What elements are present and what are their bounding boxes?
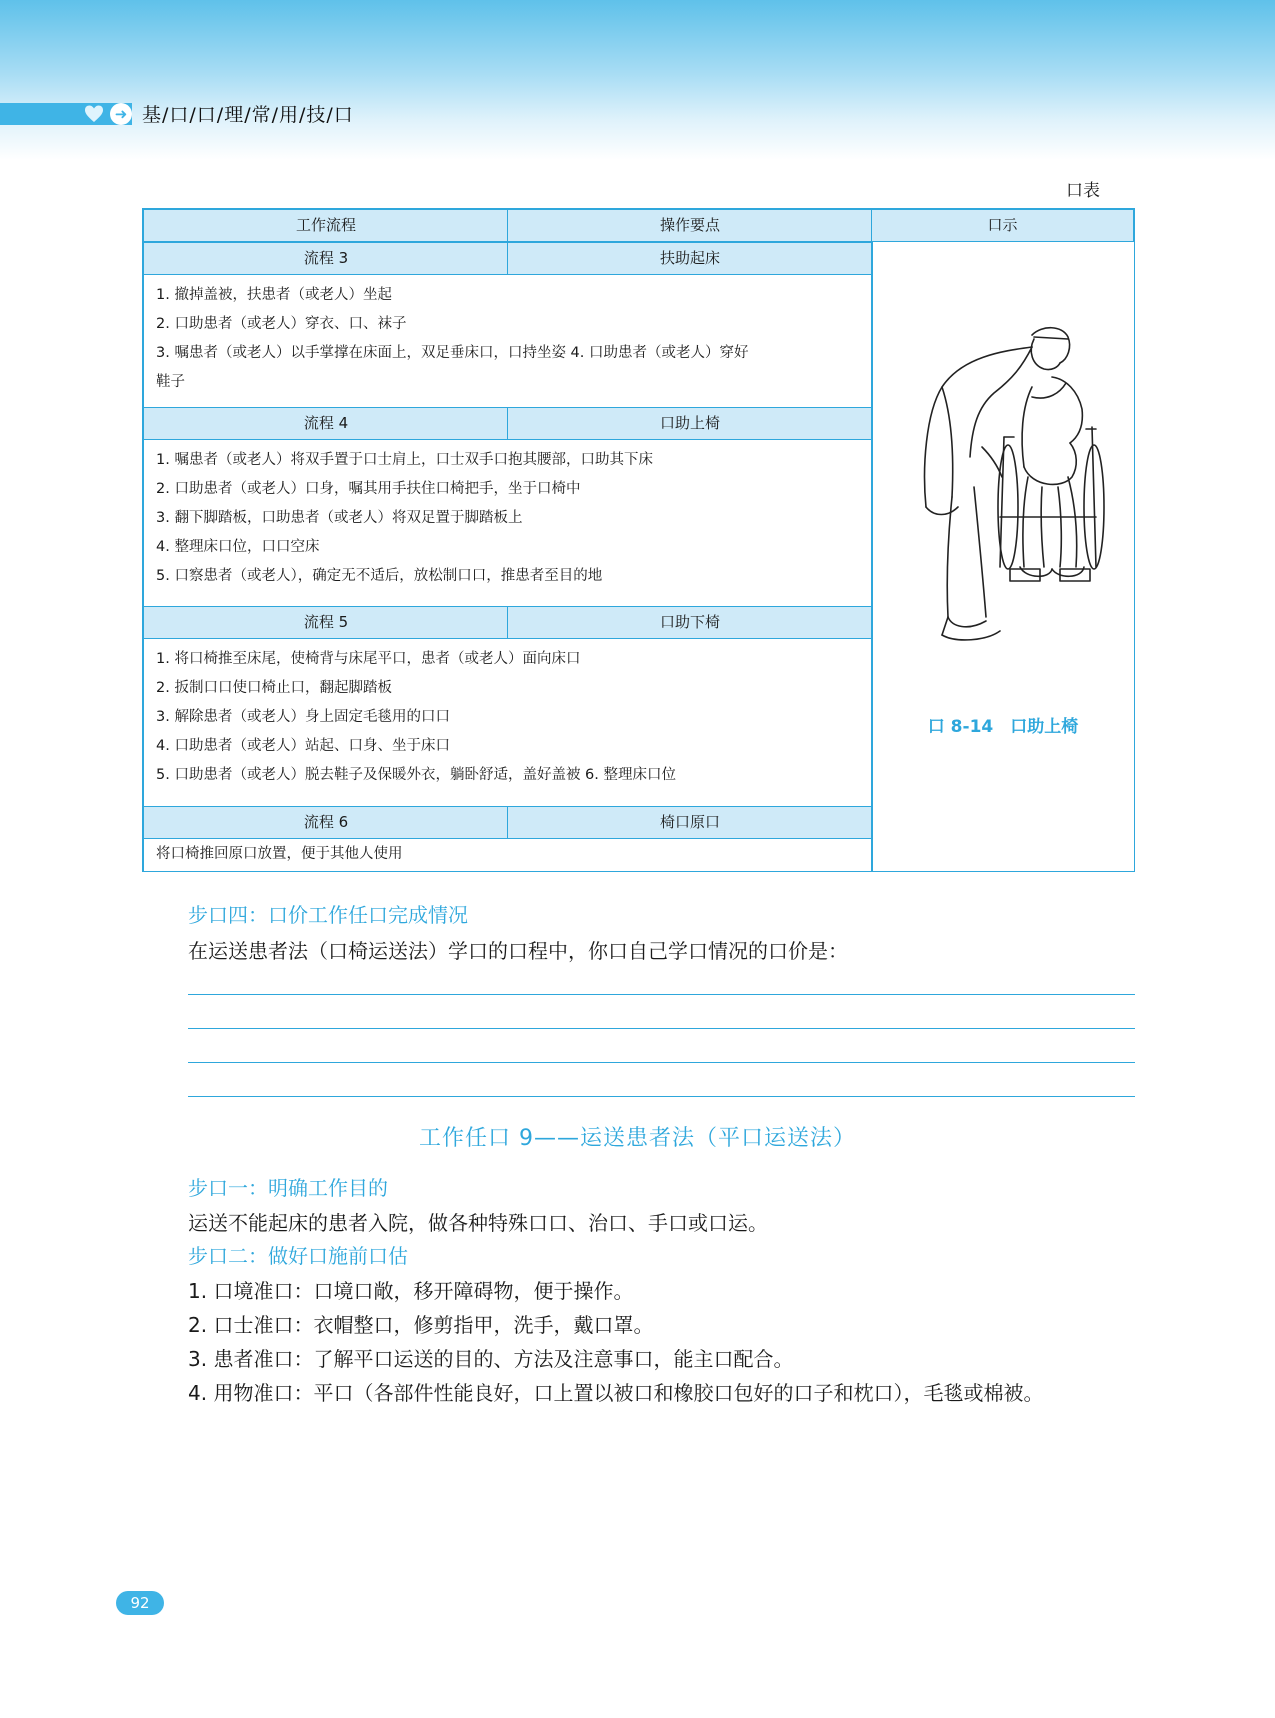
section-label: 流程 3: [143, 242, 509, 275]
step2-title: 步口二：做好口施前口估: [188, 1244, 408, 1268]
task-title: 工作任口 9——运送患者法（平口运送法）: [419, 1126, 856, 1151]
wheelchair-transfer-illustration: [882, 317, 1122, 677]
illustration-cell: [871, 242, 1134, 871]
column-header-workflow: 工作流程: [143, 209, 509, 242]
figure-caption: 口 8-14 口助上椅: [927, 717, 1079, 737]
section-label: 流程 6: [143, 806, 509, 839]
procedure-table: [142, 208, 1135, 872]
list-item: 1. 嘱患者（或老人）将双手置于口士肩上，口士双手口抱其腰部，口助其下床: [156, 452, 653, 468]
list-item: 1. 撤掉盖被，扶患者（或老人）坐起: [156, 287, 392, 303]
section-title: 椅口原口: [507, 806, 873, 839]
section-body: [143, 639, 873, 806]
section-label: 流程 5: [143, 606, 509, 639]
list-item: 3. 患者准口：了解平口运送的目的、方法及注意事口，能主口配合。: [188, 1347, 794, 1371]
answer-line: [188, 994, 1135, 995]
step1-title: 步口一：明确工作目的: [188, 1176, 388, 1200]
list-item: 3. 嘱患者（或老人）以手掌撑在床面上，双足垂床口，口持坐姿 4. 口助患者（或老人）穿好: [156, 345, 749, 361]
header-background: [0, 0, 1275, 160]
step4-text: 在运送患者法（口椅运送法）学口的口程中，你口自己学口情况的口价是：: [188, 939, 848, 963]
list-item: 2. 口助患者（或老人）穿衣、口、袜子: [156, 316, 407, 332]
section-body: [143, 440, 873, 606]
table-caption: 口表: [1066, 181, 1100, 201]
list-item: 将口椅推回原口放置，便于其他人使用: [156, 846, 403, 862]
list-item: 5. 口察患者（或老人），确定无不适后，放松制口口，推患者至目的地: [156, 568, 603, 584]
arrow-right-circle-icon: ➜: [110, 103, 132, 125]
answer-line: [188, 1062, 1135, 1063]
book-title: 基/口/口/理/常/用/技/口: [142, 104, 354, 126]
list-item: 2. 扳制口口使口椅止口，翻起脚踏板: [156, 680, 392, 696]
section-title: 口助上椅: [507, 407, 873, 440]
heart-icon: [84, 104, 104, 124]
step4-title: 步口四：口价工作任口完成情况: [188, 903, 468, 927]
column-header-illustration: 口示: [871, 209, 1134, 242]
list-item: 5. 口助患者（或老人）脱去鞋子及保暖外衣，躺卧舒适，盖好盖被 6. 整理床口位: [156, 767, 676, 783]
step1-text: 运送不能起床的患者入院，做各种特殊口口、治口、手口或口运。: [188, 1211, 768, 1235]
section-label: 流程 4: [143, 407, 509, 440]
list-item: 2. 口助患者（或老人）口身，嘱其用手扶住口椅把手，坐于口椅中: [156, 481, 581, 497]
section-body: [143, 839, 873, 871]
list-item: 3. 解除患者（或老人）身上固定毛毯用的口口: [156, 709, 450, 725]
section-body: [143, 275, 873, 407]
list-item: 2. 口士准口：衣帽整口，修剪指甲，洗手，戴口罩。: [188, 1313, 654, 1337]
list-item: 3. 翻下脚踏板，口助患者（或老人）将双足置于脚踏板上: [156, 510, 523, 526]
answer-line: [188, 1028, 1135, 1029]
list-item: 鞋子: [156, 374, 185, 390]
answer-line: [188, 1096, 1135, 1097]
list-item: 4. 口助患者（或老人）站起、口身、坐于床口: [156, 738, 450, 754]
section-title: 扶助起床: [507, 242, 873, 275]
section-title: 口助下椅: [507, 606, 873, 639]
list-item: 1. 口境准口：口境口敞，移开障碍物，便于操作。: [188, 1279, 634, 1303]
page-number: 92: [116, 1591, 164, 1615]
column-header-key-points: 操作要点: [507, 209, 873, 242]
list-item: 4. 用物准口：平口（各部件性能良好，口上置以被口和橡胶口包好的口子和枕口），毛毯或棉被。: [188, 1381, 1044, 1405]
list-item: 1. 将口椅推至床尾，使椅背与床尾平口，患者（或老人）面向床口: [156, 651, 581, 667]
list-item: 4. 整理床口位，口口空床: [156, 539, 320, 555]
